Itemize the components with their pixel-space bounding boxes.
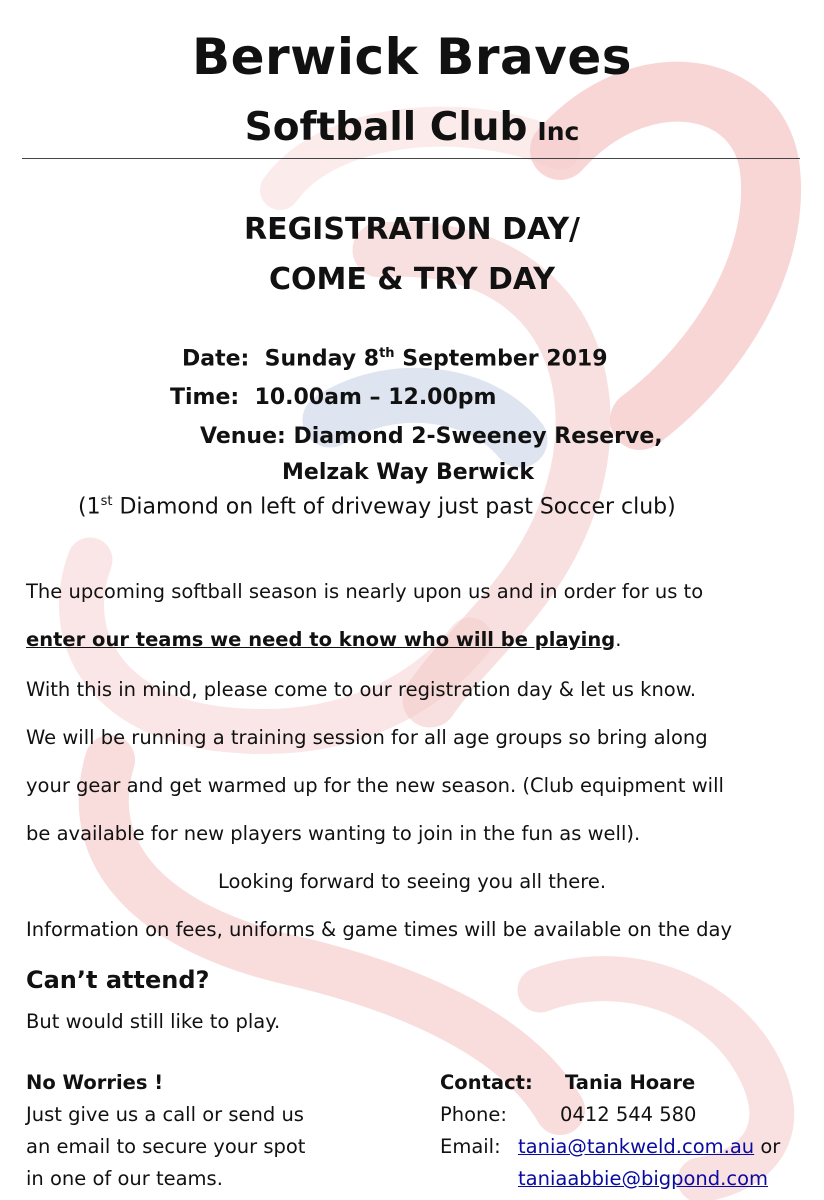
email-row-1 — [518, 1135, 780, 1158]
body-line-8: Information on fees, uniforms & game times will be available on the day — [26, 918, 733, 941]
club-subtitle-text: Softball Club — [244, 105, 528, 150]
no-worries-line-2: an email to secure your spot — [26, 1135, 306, 1158]
event-venue — [200, 424, 663, 449]
phone-number: 0412 544 580 — [560, 1103, 697, 1126]
body-emphasis: enter our teams we need to know who will be playing — [26, 628, 616, 651]
email-or: or — [754, 1135, 781, 1158]
date-day: Sunday 8 — [264, 346, 380, 372]
time-value: 10.00am – 12.00pm — [254, 385, 497, 410]
date-suffix: th — [379, 346, 395, 361]
body-line-3: With this in mind, please come to our registration day & let us know. — [26, 678, 697, 701]
cant-attend-subline: But would still like to play. — [26, 1010, 281, 1033]
body-line-2 — [26, 628, 621, 651]
body-line-5: your gear and get warmed up for the new season. (Club equipment will — [26, 774, 724, 797]
body-line-4: We will be running a training session for all age groups so bring along — [26, 726, 708, 749]
no-worries-line-1: Just give us a call or send us — [26, 1103, 304, 1126]
directions-suffix: st — [100, 494, 113, 509]
club-subtitle — [0, 105, 824, 150]
venue-directions — [78, 494, 676, 519]
time-label: Time: — [170, 385, 240, 410]
phone-label: Phone: — [440, 1103, 507, 1126]
event-date — [182, 346, 608, 371]
body-line-1: The upcoming softball season is nearly upon us and in order for us to — [26, 580, 704, 603]
directions-open: (1 — [78, 494, 101, 520]
email-row-2 — [518, 1167, 768, 1190]
date-rest: September 2019 — [394, 346, 608, 372]
cant-attend-heading: Can’t attend? — [26, 966, 210, 994]
contact-name: Tania Hoare — [565, 1071, 696, 1094]
no-worries-line-3: in one of our teams. — [26, 1167, 223, 1190]
directions-rest: Diamond on left of driveway just past Soccer club) — [112, 494, 676, 520]
venue-value: Diamond 2-Sweeney Reserve, — [293, 424, 663, 449]
venue-label: Venue: — [200, 424, 286, 449]
body-line-2-end: . — [615, 628, 622, 651]
club-inc-text: Inc — [537, 117, 580, 146]
event-heading-line1: REGISTRATION DAY/ — [243, 212, 581, 247]
club-name-title: Berwick Braves — [191, 28, 633, 86]
contact-label: Contact: — [440, 1071, 533, 1094]
body-line-6: be available for new players wanting to join in the fun as well). — [26, 822, 641, 845]
no-worries-heading: No Worries ! — [26, 1071, 164, 1094]
event-heading-line2: COME & TRY DAY — [269, 262, 555, 297]
email-link-2[interactable]: taniaabbie@bigpond.com — [518, 1167, 769, 1190]
date-label: Date: — [182, 346, 250, 372]
event-time — [170, 385, 496, 410]
venue-address: Melzak Way Berwick — [282, 460, 535, 485]
email-label: Email: — [440, 1135, 501, 1158]
body-line-7: Looking forward to seeing you all there. — [217, 870, 607, 893]
header-divider — [22, 158, 800, 159]
email-link-1[interactable]: tania@tankweld.com.au — [518, 1135, 755, 1158]
